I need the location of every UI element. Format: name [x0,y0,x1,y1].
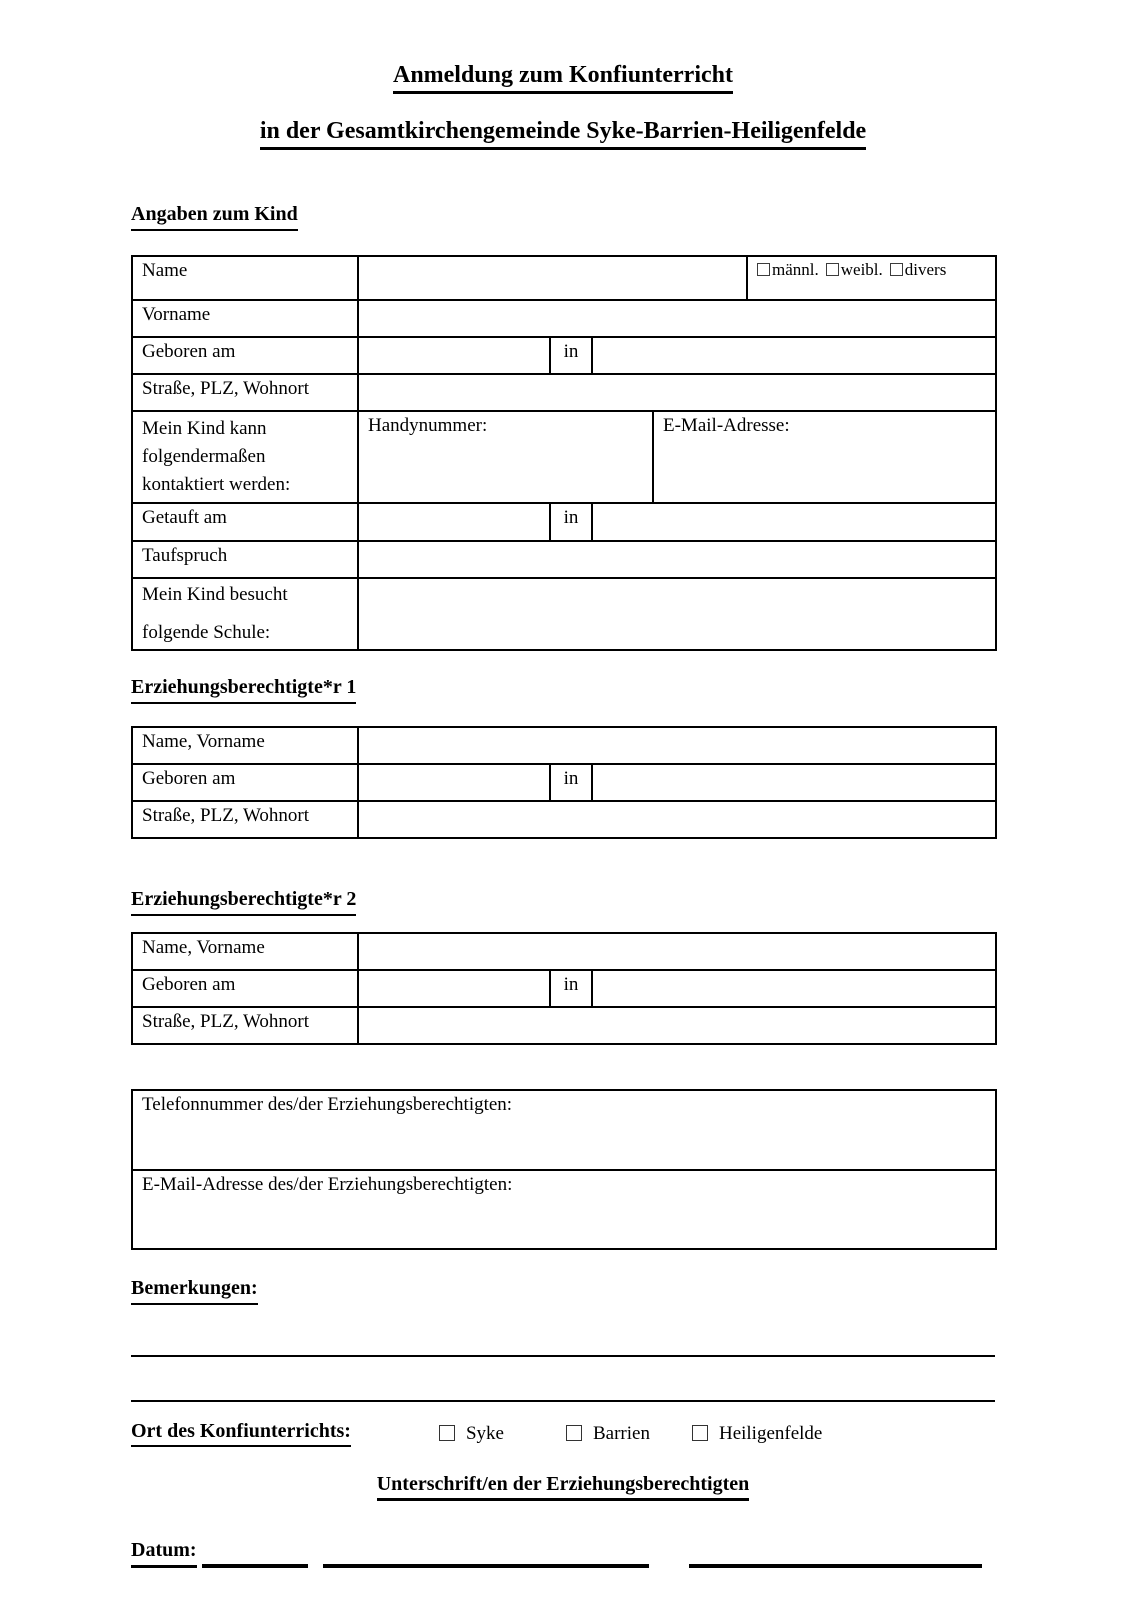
guardian1-address-label: Straße, PLZ, Wohnort [132,801,358,838]
guardian-contact-table [131,1089,997,1250]
signature-line-2[interactable] [689,1554,982,1568]
location-option-syke[interactable]: Syke [439,1423,504,1445]
checkbox-divers-icon[interactable] [890,263,903,276]
guardian2-address-input[interactable] [358,1007,996,1044]
location-option-heiligenfelde[interactable]: Heiligenfelde [692,1423,822,1445]
guardian2-name-label: Name, Vorname [132,933,358,970]
checkbox-barrien-icon[interactable] [566,1425,582,1441]
page-title-line1: Anmeldung zum Konfiunterricht [131,60,995,94]
guardian2-birthplace-input[interactable] [592,970,996,1007]
date-signature-row [131,1539,995,1568]
checkbox-heiligenfelde-icon[interactable] [692,1425,708,1441]
location-choice-row [131,1420,995,1447]
child-phone-label: Handynummer: [368,415,488,436]
section-heading-child: Angaben zum Kind [131,202,995,231]
guardian1-birthplace-input[interactable] [592,764,996,801]
child-email-input[interactable] [653,411,996,503]
child-name-input[interactable] [358,256,747,300]
guardian-phone-input[interactable] [132,1090,996,1170]
child-school-input[interactable] [358,578,996,650]
date-label: Datum: [131,1539,197,1568]
signature-heading: Unterschrift/en der Erziehungsberechtigten [131,1473,995,1501]
guardian1-birthdate-label: Geboren am [132,764,358,801]
guardian2-birthdate-input[interactable] [358,970,550,1007]
guardian1-birthplace-in-label: in [550,764,592,801]
guardian2-name-input[interactable] [358,933,996,970]
child-name-label: Name [132,256,358,300]
guardian1-table [131,726,997,839]
child-baptism-verse-input[interactable] [358,541,996,578]
child-baptism-date-label: Getauft am [132,503,358,541]
guardian1-name-label: Name, Vorname [132,727,358,764]
checkbox-syke-icon[interactable] [439,1425,455,1441]
gender-option-divers[interactable]: divers [890,260,947,279]
guardian2-birthplace-in-label: in [550,970,592,1007]
child-baptism-date-input[interactable] [358,503,550,541]
child-birthplace-in-label: in [550,337,592,374]
remarks-line-1[interactable] [131,1355,995,1357]
guardian1-birthdate-input[interactable] [358,764,550,801]
guardian1-name-input[interactable] [358,727,996,764]
checkbox-weibl-icon[interactable] [826,263,839,276]
guardian2-birthdate-label: Geboren am [132,970,358,1007]
guardian2-table [131,932,997,1045]
child-birthdate-input[interactable] [358,337,550,374]
guardian-email-input[interactable] [132,1170,996,1249]
remarks-line-2[interactable] [131,1400,995,1402]
child-vorname-input[interactable] [358,300,996,337]
section-heading-guardian2: Erziehungsberechtigte*r 2 [131,887,995,916]
child-vorname-label: Vorname [132,300,358,337]
child-email-label: E-Mail-Adresse: [663,415,790,436]
child-baptism-place-in-label: in [550,503,592,541]
gender-option-maennl[interactable]: männl. [757,260,819,279]
child-school-label: Mein Kind besucht folgende Schule: [132,578,358,650]
child-phone-input[interactable] [358,411,653,503]
guardian-email-label: E-Mail-Adresse des/der Erziehungsberechtigten: [142,1174,513,1195]
child-info-table [131,255,997,651]
child-contact-label: Mein Kind kann folgendermaßen kontaktiert werden: [132,411,358,503]
location-heading: Ort des Konfiunterrichts: [131,1420,351,1447]
child-address-label: Straße, PLZ, Wohnort [132,374,358,411]
guardian1-address-input[interactable] [358,801,996,838]
child-birthplace-input[interactable] [592,337,996,374]
page-title-line2: in der Gesamtkirchengemeinde Syke-Barrien-Heiligenfelde [131,116,995,150]
date-input-line[interactable] [202,1554,308,1568]
section-heading-remarks: Bemerkungen: [131,1276,995,1305]
child-birthdate-label: Geboren am [132,337,358,374]
gender-option-weibl[interactable]: weibl. [826,260,883,279]
signature-line-1[interactable] [323,1554,649,1568]
child-address-input[interactable] [358,374,996,411]
child-baptism-place-input[interactable] [592,503,996,541]
child-gender-cell [747,256,996,300]
guardian-phone-label: Telefonnummer des/der Erziehungsberechtigten: [142,1094,513,1115]
location-option-barrien[interactable]: Barrien [566,1423,650,1445]
guardian2-address-label: Straße, PLZ, Wohnort [132,1007,358,1044]
checkbox-maennl-icon[interactable] [757,263,770,276]
section-heading-guardian1: Erziehungsberechtigte*r 1 [131,675,995,704]
child-baptism-verse-label: Taufspruch [132,541,358,578]
